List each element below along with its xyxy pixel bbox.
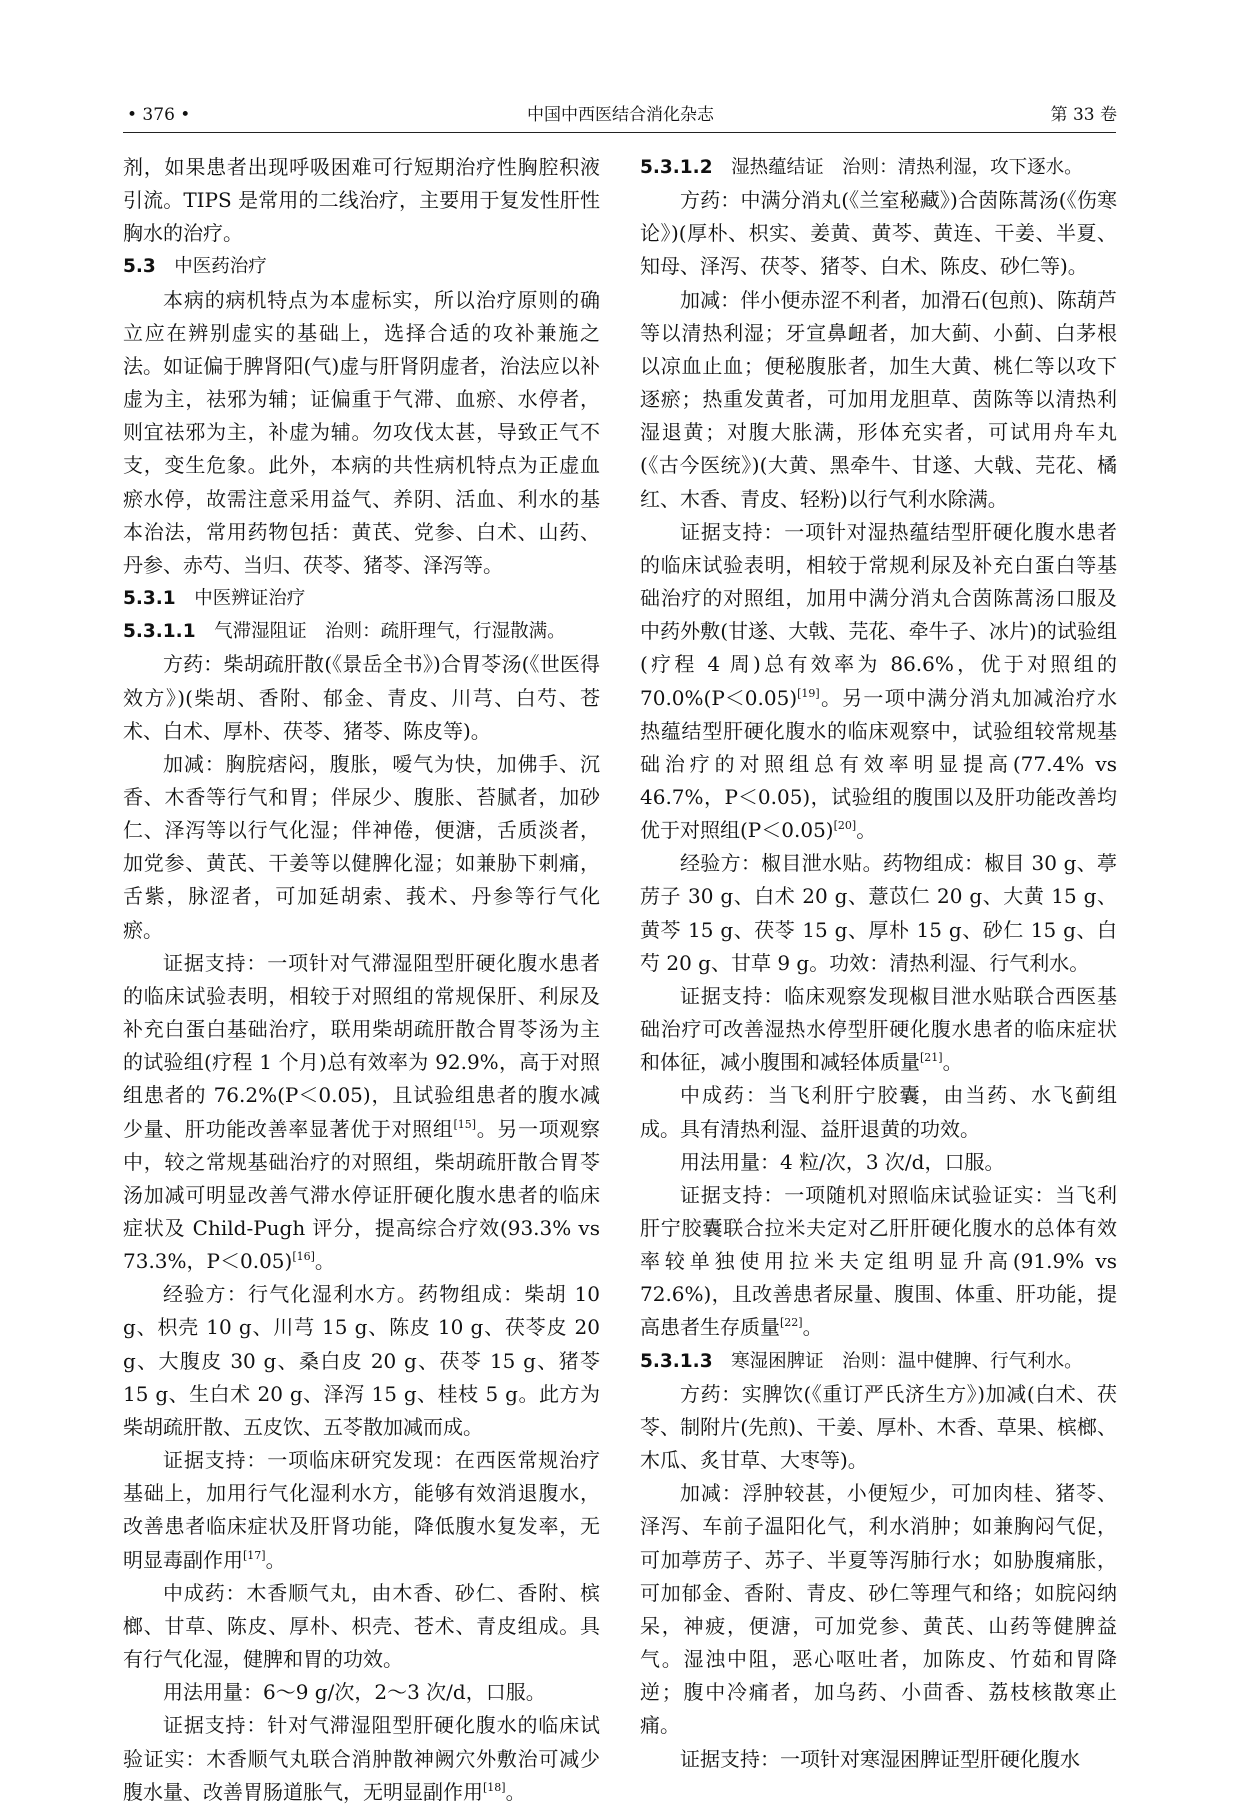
body-paragraph [640,980,1117,1079]
paragraph-text: 。另一项中满分消丸加减治疗水热蕴结型肝硬化腹水的临床观察中，试验组较常规基础治疗的对照组总有效率明显提高(77.4% vs 46.7%，P＜0.05)，试验组的腹围以及肝功能改善均优于对照组(P＜0.05) [640,685,1117,843]
paragraph-text: 方药：实脾饮(《重订严氏济生方》)加减(白术、茯苓、制附片(先煎)、干姜、厚朴、木香、草果、槟榔、木瓜、炙甘草、大枣等)。 [640,1381,1117,1473]
paragraph-text: 剂，如果患者出现呼吸困难可行短期治疗性胸腔积液引流。TIPS 是常用的二线治疗，主要用于复发性肝性胸水的治疗。 [123,155,600,246]
citation-ref: [16] [292,1250,315,1264]
body-paragraph [640,1146,1117,1179]
body-paragraph [123,947,600,1279]
paragraph-text: 方药：柴胡疏肝散(《景岳全书》)合胃苓汤(《世医得效方》)(柴胡、香附、郁金、青皮、川芎、白芍、苍术、白术、厚朴、茯苓、猪苓、陈皮等)。 [123,652,600,743]
section-title: 中医辨证治疗 [194,588,306,610]
paragraph-text: 经验方：行气化湿利水方。药物组成：柴胡 10 g、枳壳 10 g、川芎 15 g、陈皮 10 g、茯苓皮 20 g、大腹皮 30 g、桑白皮 20 g、茯苓 15 g、猪苓 15 g、生白术 20 g、泽泻 15 g、桂枝 5 g。此方为柴胡疏肝散、五皮饮、五苓散加减而成。 [123,1282,600,1439]
journal-title: 中国中西医结合消化杂志 [527,105,714,125]
section-heading [123,615,600,648]
citation-ref: [22] [780,1316,803,1330]
section-title: 寒湿困脾证 治则：温中健脾、行气利水。 [731,1350,1083,1372]
section-heading [640,1345,1117,1378]
section-number: 5.3.1 [123,588,176,610]
paragraph-text: 。另一项观察中，较之常规基础治疗的对照组，柴胡疏肝散合胃苓汤加减可明显改善气滞水停证肝硬化腹水患者的临床症状及 Child-Pugh 评分，提高综合疗效(93.3% vs 73.3%，P＜0.05) [123,1116,601,1274]
body-paragraph [123,1444,600,1577]
volume-label: 第 33 卷 [1050,105,1117,125]
paragraph-text: 证据支持：一项针对寒湿困脾证型肝硬化腹水 [680,1746,1080,1771]
paragraph-text: 加减：浮肿较甚，小便短少，可加肉桂、猪苓、泽泻、车前子温阳化气，利水消肿；如兼胸闷气促，可加葶苈子、苏子、半夏等泻肺行水；如胁腹痛胀，可加郁金、香附、青皮、砂仁等理气和络；如脘闷纳呆，神疲，便溏，可加党参、黄芪、山药等健脾益气。湿浊中阻，恶心呕吐者，加陈皮、竹茹和胃降逆；腹中冷痛者，加乌药、小茴香、荔枝核散寒止痛。 [640,1481,1117,1738]
body-paragraph [123,1709,600,1808]
body-paragraph [123,1676,600,1709]
paragraph-text: 经验方：椒目泄水贴。药物组成：椒目 30 g、葶苈子 30 g、白术 20 g、薏苡仁 20 g、大黄 15 g、黄芩 15 g、茯苓 15 g、厚朴 15 g、砂仁 15 g、白芍 20 g、甘草 9 g。功效：清热利湿、行气利水。 [640,851,1117,975]
paragraph-text: 中成药：当飞利肝宁胶囊，由当药、水飞蓟组成。具有清热利湿、益肝退黄的功效。 [640,1083,1117,1141]
paragraph-text: 证据支持：一项针对湿热蕴结型肝硬化腹水患者的临床试验表明，相较于常规利尿及补充白蛋白等基础治疗的对照组，加用中满分消丸合茵陈蒿汤口服及中药外敷(甘遂、大戟、芫花、牵牛子、冰片)的试验组(疗程 4 周)总有效率为 86.6%，优于对照组的 70.0%(P＜0.05) [640,519,1117,710]
paragraph-text: 。 [802,1315,823,1340]
body-paragraph [640,1477,1117,1742]
citation-ref: [17] [243,1548,266,1562]
citation-ref: [21] [920,1051,943,1065]
paragraph-text: 。 [505,1779,526,1804]
citation-ref: [19] [797,686,820,700]
paragraph-text: 用法用量：6～9 g/次，2～3 次/d，口服。 [163,1680,546,1705]
paragraph-text: 方药：中满分消丸(《兰室秘藏》)合茵陈蒿汤(《伤寒论》)(厚朴、枳实、姜黄、黄芩、黄连、干姜、半夏、知母、泽泻、茯苓、猪苓、白术、陈皮、砂仁等)。 [640,188,1117,279]
section-number: 5.3.1.2 [640,157,713,178]
section-heading [123,582,600,615]
body-paragraph [123,648,600,747]
section-title: 湿热蕴结证 治则：清热利湿，攻下逐水。 [731,157,1083,178]
body-paragraph [640,184,1117,283]
body-paragraph [640,516,1117,848]
paragraph-text: 。 [856,818,877,843]
paragraph-text: 证据支持：一项临床研究发现：在西医常规治疗基础上，加用行气化湿利水方，能够有效消退腹水，改善患者临床症状及肝肾功能，降低腹水复发率，无明显毒副作用 [123,1448,600,1572]
paragraph-text: 。 [314,1249,335,1274]
paragraph-text: 加减：伴小便赤涩不利者，加滑石(包煎)、陈葫芦等以清热利湿；牙宣鼻衄者，加大蓟、小蓟、白茅根以凉血止血；便秘腹胀者，加生大黄、桃仁等以攻下逐瘀；热重发黄者，可加用龙胆草、茵陈等以清热利湿退黄；对腹大胀满，形体充实者，可试用舟车丸(《古今医统》)(大黄、黑牵牛、甘遂、大戟、芫花、橘红、木香、青皮、轻粉)以行气利水除满。 [640,287,1117,511]
section-heading [640,151,1117,184]
paragraph-text: 。 [942,1050,963,1075]
body-paragraph [640,1378,1117,1477]
left-column [123,151,600,1809]
body-paragraph [123,1278,600,1444]
paragraph-text: 。 [265,1547,286,1572]
right-column [640,151,1117,1776]
paragraph-text: 用法用量：4 粒/次，3 次/d，口服。 [680,1149,1005,1174]
header-rule [123,132,1116,133]
body-paragraph [123,284,600,582]
body-paragraph [123,151,600,250]
body-paragraph [123,748,600,947]
section-number: 5.3 [123,256,156,278]
section-heading [123,250,600,283]
body-paragraph [640,847,1117,980]
body-paragraph [640,1179,1117,1345]
section-title: 中医药治疗 [174,256,267,278]
paragraph-text: 证据支持：临床观察发现椒目泄水贴联合西医基础治疗可改善湿热水停型肝硬化腹水患者的临床症状和体征，减小腹围和减轻体质量 [640,983,1117,1075]
paragraph-text: 加减：胸脘痞闷，腹胀，嗳气为快，加佛手、沉香、木香等行气和胃；伴尿少、腹胀、苔腻者，加砂仁、泽泻等以行气化湿；伴神倦，便溏，舌质淡者，加党参、黄芪、干姜等以健脾化湿；如兼胁下刺痛，舌紫，脉涩者，可加延胡索、莪术、丹参等行气化瘀。 [123,751,600,942]
paragraph-text: 本病的病机特点为本虚标实，所以治疗原则的确立应在辨别虚实的基础上，选择合适的攻补兼施之法。如证偏于脾肾阳(气)虚与肝肾阴虚者，治法应以补虚为主，祛邪为辅；证偏重于气滞、血瘀、水停者，则宜祛邪为主，补虚为辅。勿攻伐太甚，导致正气不支，变生危象。此外，本病的共性病机特点为正虚血瘀水停，故需注意采用益气、养阴、活血、利水的基本治法，常用药物包括：黄芪、党参、白术、山药、丹参、赤芍、当归、茯苓、猪苓、泽泻等。 [123,287,600,577]
page-number: • 376 • [127,105,191,125]
section-number: 5.3.1.1 [123,621,196,643]
section-number: 5.3.1.3 [640,1350,713,1372]
body-paragraph [123,1577,600,1676]
paragraph-text: 证据支持：一项随机对照临床试验证实：当飞利肝宁胶囊联合拉米夫定对乙肝肝硬化腹水的总体有效率较单独使用拉米夫定组明显升高(91.9% vs 72.6%)，且改善患者尿量、腹围、体重、肝功能，提高患者生存质量 [640,1182,1117,1340]
citation-ref: [15] [453,1117,477,1131]
paragraph-text: 证据支持：一项针对气滞湿阻型肝硬化腹水患者的临床试验表明，相较于对照组的常规保肝、利尿及补充白蛋白基础治疗，联用柴胡疏肝散合胃苓汤为主的试验组(疗程 1 个月)总有效率为 92.9%，高于对照组患者的 76.2%(P＜0.05)，且试验组患者的腹水减少量、肝功能改善率显著优于对照组 [123,950,600,1141]
section-title: 气滞湿阻证 治则：疏肝理气，行湿散满。 [214,621,566,643]
body-paragraph [640,284,1117,516]
paragraph-text: 证据支持：针对气滞湿阻型肝硬化腹水的临床试验证实：木香顺气丸联合消肿散神阙穴外敷治可减少腹水量、改善胃肠道胀气，无明显副作用 [123,1713,600,1804]
citation-ref: [20] [833,819,857,833]
citation-ref: [18] [483,1780,506,1794]
body-paragraph [640,1743,1117,1776]
body-paragraph [640,1079,1117,1145]
paragraph-text: 中成药：木香顺气丸，由木香、砂仁、香附、槟榔、甘草、陈皮、厚朴、枳壳、苍术、青皮组成。具有行气化湿，健脾和胃的功效。 [123,1580,600,1672]
